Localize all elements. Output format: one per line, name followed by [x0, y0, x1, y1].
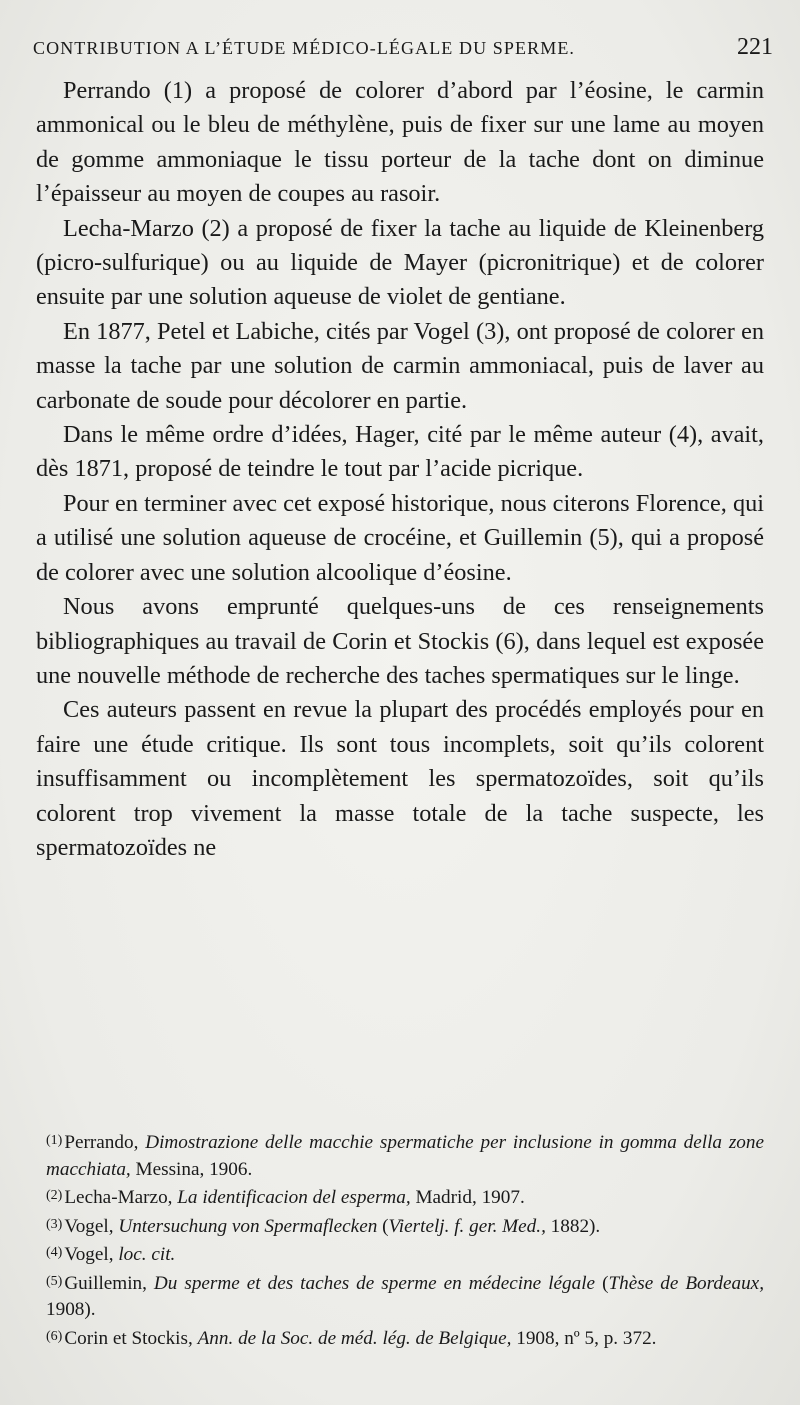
footnote-number: (2)	[46, 1188, 63, 1203]
footnote-text: Guillemin,	[64, 1272, 154, 1294]
footnotes	[46, 1128, 764, 1352]
paragraph: En 1877, Petel et Labiche, cités par Vogel (3), ont proposé de colorer en masse la tache par une solution de carmin ammoniacal, puis de laver au carbonate de soude pour décolorer en partie.	[36, 317, 764, 414]
paragraph: Lecha-Marzo (2) a proposé de fixer la tache au liquide de Kleinenberg (picro-sulfurique) ou au liquide de Mayer (picronitrique) et de colorer ensuite par une solution aqueuse de violet de gentiane.	[36, 214, 764, 311]
footnote	[46, 1128, 764, 1183]
running-header	[33, 34, 773, 64]
footnote-title: Dimostrazione delle macchie spermatiche per inclusione in gomma della zone macchiata,	[46, 1132, 764, 1180]
footnote-text: 1908, nº 5, p. 372.	[511, 1327, 657, 1349]
footnote-text: Messina, 1906.	[130, 1158, 253, 1180]
running-title: CONTRIBUTION A L’ÉTUDE MÉDICO-LÉGALE DU SPERME.	[33, 38, 576, 58]
footnote-text: (	[377, 1215, 389, 1237]
footnote-text: Vogel,	[64, 1215, 119, 1237]
footnote-number: (5)	[46, 1273, 63, 1289]
main-text	[36, 74, 764, 865]
footnote-number: (6)	[46, 1328, 63, 1344]
page-number: 221	[737, 34, 773, 60]
footnote	[46, 1269, 764, 1324]
paragraph: Pour en terminer avec cet exposé historique, nous citerons Florence, qui a utilisé une solution aqueuse de crocéine, et Guillemin (5), qui a proposé de colorer avec une solution alcoolique d’éosine.	[36, 489, 764, 586]
footnote-title: Du sperme et des taches de sperme en médecine légale	[153, 1272, 596, 1294]
footnote-text: Perrando,	[64, 1132, 146, 1153]
footnote-title: Ann. de la Soc. de méd. lég. de Belgique,	[197, 1327, 512, 1349]
paragraph: Perrando (1) a proposé de colorer d’abord par l’éosine, le carmin ammonical ou le bleu de méthylène, puis de fixer sur une lame au moyen de gomme ammoniaque le tissu porteur de la tache dont on diminue l’épaisseur au moyen de coupes au rasoir.	[36, 77, 764, 208]
footnote	[46, 1324, 764, 1353]
paragraph: Nous avons emprunté quelques-uns de ces renseignements bibliographiques au travail de Corin et Stockis (6), dans lequel est exposée une nouvelle méthode de recherche des taches spermatiques sur le linge.	[36, 593, 764, 689]
footnote-text: Madrid, 1907.	[410, 1187, 525, 1208]
footnote-number: (3)	[46, 1216, 63, 1232]
footnote-text: 1908).	[46, 1299, 96, 1320]
paragraph: Ces auteurs passent en revue la plupart des procédés employés pour en faire une étude critique. Ils sont tous incomplets, soit qu’ils colorent insuffisamment ou incomplètement les spermatozoïdes, soit qu’ils colorent trop vivement la masse totale de la tache suspecte, les spermatozoïdes ne	[36, 696, 764, 861]
footnote-title: Thèse de Bordeaux,	[608, 1272, 764, 1294]
footnote-text: Lecha-Marzo,	[64, 1187, 178, 1208]
footnote	[46, 1183, 764, 1212]
footnote-text: (	[595, 1272, 609, 1294]
footnote-text: Vogel,	[64, 1244, 119, 1265]
footnote-text: Corin et Stockis,	[64, 1327, 198, 1349]
footnote-number: (4)	[46, 1245, 63, 1260]
footnote-title: loc. cit.	[118, 1244, 176, 1265]
footnote	[46, 1240, 764, 1269]
paragraph: Dans le même ordre d’idées, Hager, cité par le même auteur (4), avait, dès 1871, proposé de teindre le tout par l’acide picrique.	[36, 421, 764, 483]
footnote-title: Viertelj. f. ger. Med.,	[388, 1215, 546, 1237]
footnote	[46, 1212, 764, 1241]
footnote-number: (1)	[46, 1133, 63, 1148]
footnote-title: Untersuchung von Spermaflecken	[118, 1215, 378, 1237]
footnote-text: 1882).	[545, 1215, 601, 1237]
footnote-title: La identificacion del esperma,	[177, 1187, 411, 1208]
